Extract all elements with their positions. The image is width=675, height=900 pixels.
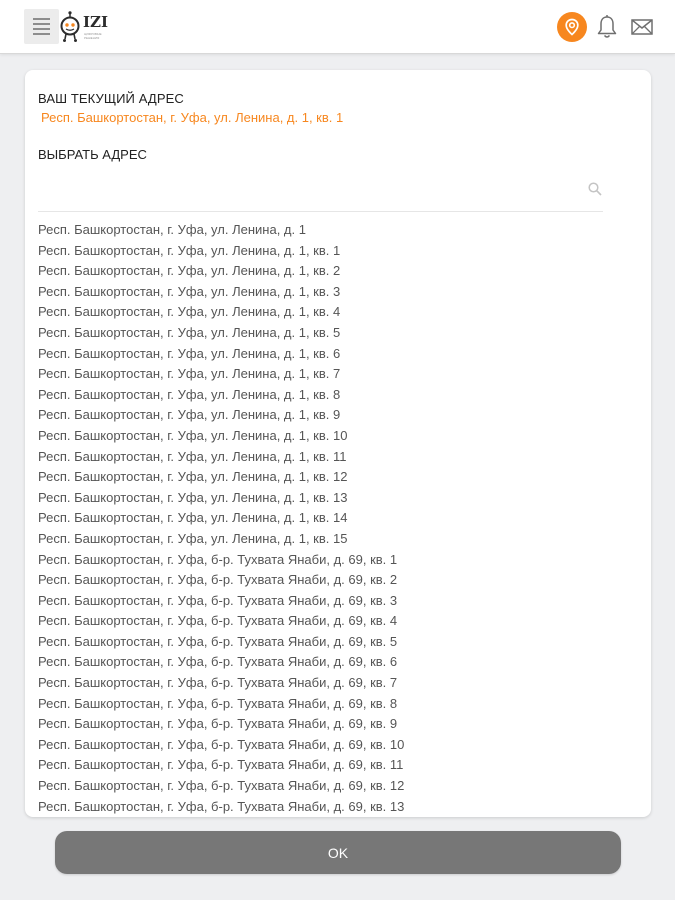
address-list-item[interactable]: Респ. Башкортостан, г. Уфа, ул. Ленина, д. 1, кв. 13 <box>38 489 348 505</box>
address-list-item[interactable]: Респ. Башкортостан, г. Уфа, ул. Ленина, д. 1, кв. 2 <box>38 263 341 279</box>
address-list-item[interactable]: Респ. Башкортостан, г. Уфа, ул. Ленина, д. 1, кв. 9 <box>38 407 341 423</box>
address-list-item[interactable]: Респ. Башкортостан, г. Уфа, ул. Ленина, д. 1, кв. 7 <box>38 366 341 382</box>
address-list-item[interactable]: Респ. Башкортостан, г. Уфа, б-р. Тухвата Янаби, д. 69, кв. 10 <box>38 736 405 752</box>
bell-icon[interactable] <box>596 14 618 40</box>
address-list-item[interactable]: Респ. Башкортостан, г. Уфа, б-р. Тухвата Янаби, д. 69, кв. 5 <box>38 633 398 649</box>
current-address-title: ВАШ ТЕКУЩИЙ АДРЕС <box>38 91 184 106</box>
location-pin-icon[interactable] <box>557 12 587 42</box>
address-list-item[interactable]: Респ. Башкортостан, г. Уфа, ул. Ленина, д. 1, кв. 6 <box>38 345 341 361</box>
address-list-item[interactable]: Респ. Башкортостан, г. Уфа, ул. Ленина, д. 1, кв. 15 <box>38 530 348 546</box>
menu-icon[interactable] <box>24 9 59 44</box>
address-list-item[interactable]: Респ. Башкортостан, г. Уфа, ул. Ленина, д. 1, кв. 12 <box>38 469 348 485</box>
address-list-item[interactable]: Респ. Башкортостан, г. Уфа, б-р. Тухвата Янаби, д. 69, кв. 7 <box>38 675 398 691</box>
address-search-field <box>38 173 603 212</box>
address-list-item[interactable]: Респ. Башкортостан, г. Уфа, б-р. Тухвата Янаби, д. 69, кв. 8 <box>38 695 398 711</box>
address-list-item[interactable]: Респ. Башкортостан, г. Уфа, ул. Ленина, д. 1, кв. 5 <box>38 324 341 340</box>
address-list-item[interactable]: Респ. Башкортостан, г. Уфа, б-р. Тухвата Янаби, д. 69, кв. 12 <box>38 778 405 794</box>
address-list-item[interactable]: Респ. Башкортостан, г. Уфа, ул. Ленина, д. 1, кв. 4 <box>38 304 341 320</box>
robot-logo-icon <box>59 11 83 45</box>
address-list-item[interactable]: Респ. Башкортостан, г. Уфа, б-р. Тухвата Янаби, д. 69, кв. 9 <box>38 716 398 732</box>
address-list-item[interactable]: Респ. Башкортостан, г. Уфа, ул. Ленина, д. 1, кв. 14 <box>38 510 348 526</box>
address-list <box>38 220 618 817</box>
address-list-item[interactable]: Респ. Башкортостан, г. Уфа, б-р. Тухвата Янаби, д. 69, кв. 4 <box>38 613 398 629</box>
logo-subtext: ЦИФРОВЫЕ РЕШЕНИЯ <box>84 32 102 40</box>
address-list-item[interactable]: Респ. Башкортостан, г. Уфа, б-р. Тухвата Янаби, д. 69, кв. 6 <box>38 654 398 670</box>
logo-text: IZI <box>83 13 108 31</box>
address-list-item[interactable]: Респ. Башкортостан, г. Уфа, б-р. Тухвата Янаби, д. 69, кв. 13 <box>38 798 405 814</box>
search-icon[interactable] <box>587 181 603 197</box>
ok-button[interactable]: OK <box>55 831 621 874</box>
address-search-input[interactable] <box>38 173 568 209</box>
address-list-item[interactable]: Респ. Башкортостан, г. Уфа, ул. Ленина, д. 1, кв. 8 <box>38 386 341 402</box>
mail-icon[interactable] <box>630 16 654 38</box>
address-list-item[interactable]: Респ. Башкортостан, г. Уфа, б-р. Тухвата Янаби, д. 69, кв. 1 <box>38 551 398 567</box>
address-list-item[interactable]: Респ. Башкортостан, г. Уфа, ул. Ленина, д. 1, кв. 1 <box>38 242 341 258</box>
choose-address-title: ВЫБРАТЬ АДРЕС <box>38 147 147 162</box>
address-list-item[interactable]: Респ. Башкортостан, г. Уфа, ул. Ленина, д. 1 <box>38 222 306 237</box>
top-app-bar <box>0 0 675 54</box>
address-card <box>25 70 651 817</box>
current-address-value: Респ. Башкортостан, г. Уфа, ул. Ленина, д. 1, кв. 1 <box>41 110 344 125</box>
address-list-item[interactable]: Респ. Башкортостан, г. Уфа, б-р. Тухвата Янаби, д. 69, кв. 11 <box>38 757 404 773</box>
address-list-item[interactable]: Респ. Башкортостан, г. Уфа, ул. Ленина, д. 1, кв. 3 <box>38 283 341 299</box>
address-list-item[interactable]: Респ. Башкортостан, г. Уфа, ул. Ленина, д. 1, кв. 10 <box>38 427 348 443</box>
app-logo[interactable] <box>59 11 119 45</box>
address-list-item[interactable]: Респ. Башкортостан, г. Уфа, ул. Ленина, д. 1, кв. 11 <box>38 448 347 464</box>
address-list-item[interactable]: Респ. Башкортостан, г. Уфа, б-р. Тухвата Янаби, д. 69, кв. 3 <box>38 592 398 608</box>
address-list-item[interactable]: Респ. Башкортостан, г. Уфа, б-р. Тухвата Янаби, д. 69, кв. 2 <box>38 572 398 588</box>
